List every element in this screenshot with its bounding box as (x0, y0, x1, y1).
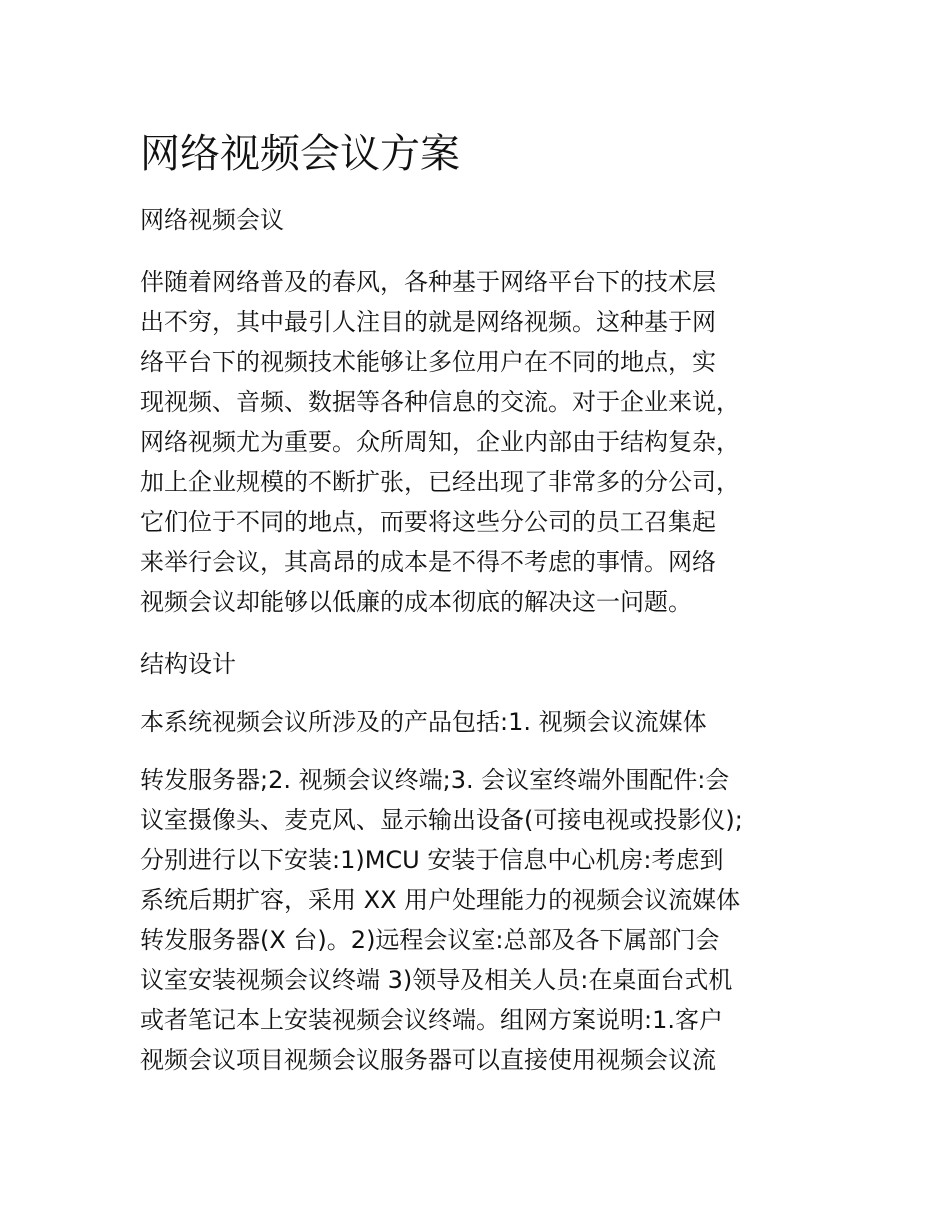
paragraph-line: 络平台下的视频技术能够让多位用户在不同的地点，实 (140, 348, 716, 376)
paragraph-line: 转发服务器;2. 视频会议终端;3. 会议室终端外围配件:会 (140, 766, 730, 794)
paragraph-line: 来举行会议，其高昂的成本是不得不考虑的事情。网络 (140, 548, 716, 576)
paragraph-line: 分别进行以下安装:1)MCU 安装于信息中心机房:考虑到 (140, 846, 724, 874)
products-paragraph-intro: 本系统视频会议所涉及的产品包括:1. 视频会议流媒体 (140, 708, 707, 736)
section-heading-video-conference: 网络视频会议 (140, 206, 284, 234)
paragraph-line: 它们位于不同的地点，而要将这些分公司的员工召集起 (140, 508, 716, 536)
paragraph-line: 或者笔记本上安装视频会议终端。组网方案说明:1.客户 (140, 1006, 723, 1034)
paragraph-line: 议室安装视频会议终端 3)领导及相关人员:在桌面台式机 (140, 966, 733, 994)
paragraph-line: 转发服务器(X 台)。2)远程会议室:总部及各下属部门会 (140, 926, 720, 954)
section-heading-structure-design: 结构设计 (140, 650, 236, 678)
paragraph-line: 伴随着网络普及的春风，各种基于网络平台下的技术层 (140, 268, 716, 296)
paragraph-line: 现视频、音频、数据等各种信息的交流。对于企业来说， (140, 388, 740, 416)
paragraph-line: 出不穷，其中最引人注目的就是网络视频。这种基于网 (140, 308, 716, 336)
document-title: 网络视频会议方案 (140, 131, 460, 177)
paragraph-line: 视频会议却能够以低廉的成本彻底的解决这一问题。 (140, 588, 692, 616)
paragraph-line: 议室摄像头、麦克风、显示输出设备(可接电视或投影仪); (140, 806, 743, 834)
paragraph-line: 网络视频尤为重要。众所周知，企业内部由于结构复杂， (140, 428, 740, 456)
paragraph-line: 系统后期扩容，采用 XX 用户处理能力的视频会议流媒体 (140, 886, 741, 914)
paragraph-line: 加上企业规模的不断扩张，已经出现了非常多的分公司， (140, 468, 740, 496)
paragraph-line: 视频会议项目视频会议服务器可以直接使用视频会议流 (140, 1046, 716, 1074)
